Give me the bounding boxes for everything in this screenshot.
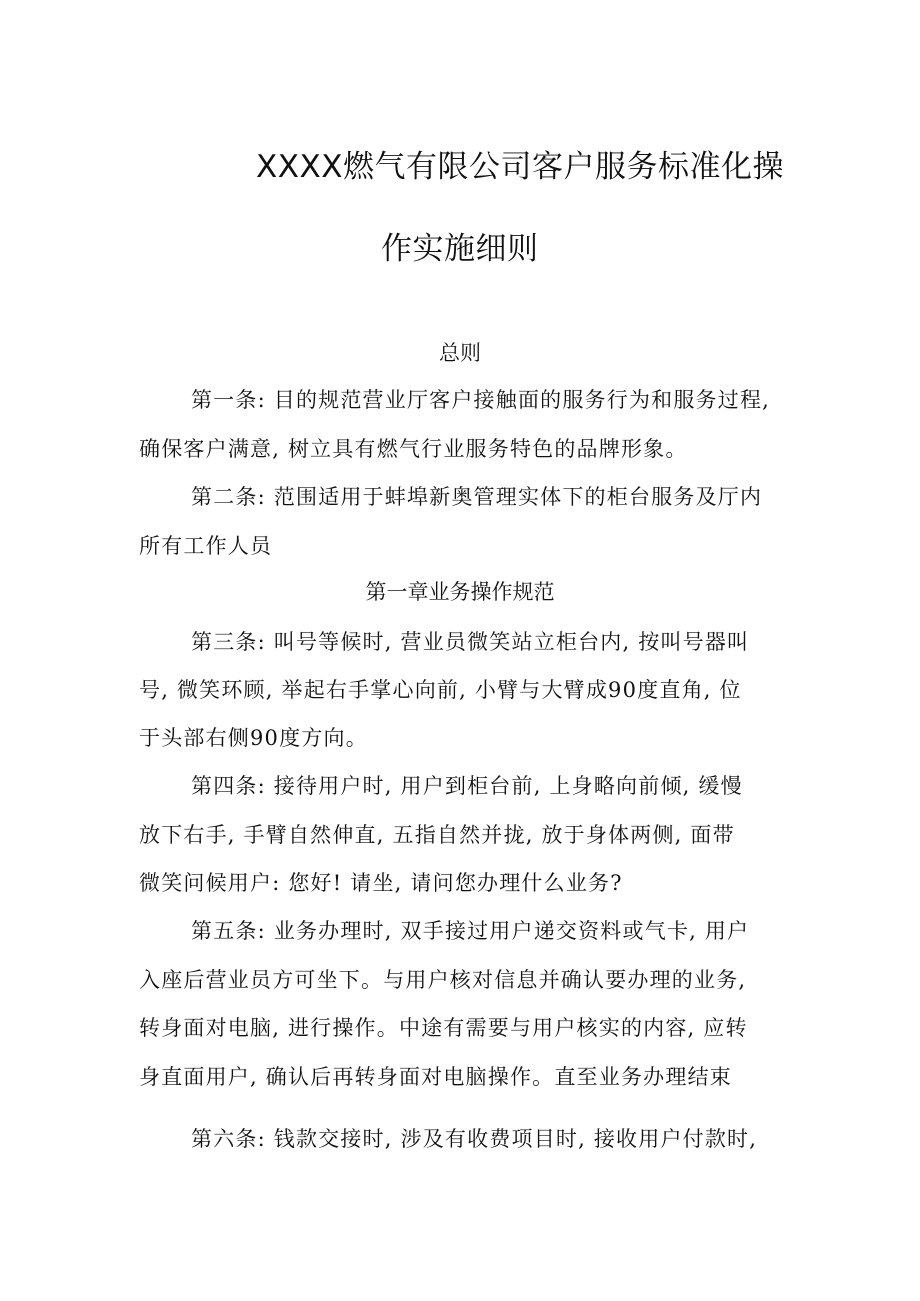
document-title-line-1: XXXX燃气有限公司客户服务标准化操 [256,149,784,185]
section-heading-general: 总则 [439,341,481,365]
article-5-line-3: 转身面对电脑, 进行操作。中途有需要与用户核实的内容, 应转 [139,1016,748,1040]
article-5-line-4: 身直面用户, 确认后再转身面对电脑操作。直至业务办理结束 [139,1065,732,1089]
article-5-line-2: 入座后营业员方可坐下。与用户核对信息并确认要办理的业务, [139,968,747,992]
article-3-line-2: 号, 微笑环顾, 举起右手掌心向前, 小臂与大臂成90度直角, 位 [139,678,742,702]
chapter-1-heading: 第一章业务操作规范 [365,580,555,604]
document-title-line-2: 作实施细则 [381,231,539,267]
article-1-line-1: 第一条: 目的规范营业厅客户接触面的服务行为和服务过程, [191,388,771,412]
article-3-line-3: 于头部右侧90度方向。 [139,726,368,750]
article-1-line-2: 确保客户满意, 树立具有燃气行业服务特色的品牌形象。 [139,437,688,461]
article-4-line-1: 第四条: 接待用户时, 用户到柜台前, 上身略向前倾, 缓慢 [191,774,743,798]
article-2-line-2: 所有工作人员 [139,534,273,558]
article-4-line-2: 放下右手, 手臂自然伸直, 五指自然并拢, 放于身体两侧, 面带 [139,823,735,847]
article-5-line-1: 第五条: 业务办理时, 双手接过用户递交资料或气卡, 用户 [191,919,750,943]
article-2-line-1: 第二条: 范围适用于蚌埠新奥管理实体下的柜台服务及厅内 [191,485,763,509]
article-6-line-1: 第六条: 钱款交接时, 涉及有收费项目时, 接收用户付款时, [191,1127,758,1151]
article-4-line-3: 微笑问候用户: 您好! 请坐, 请问您办理什么业务? [139,871,623,895]
article-3-line-1: 第三条: 叫号等候时, 营业员微笑站立柜台内, 按叫号器叫 [191,630,750,654]
